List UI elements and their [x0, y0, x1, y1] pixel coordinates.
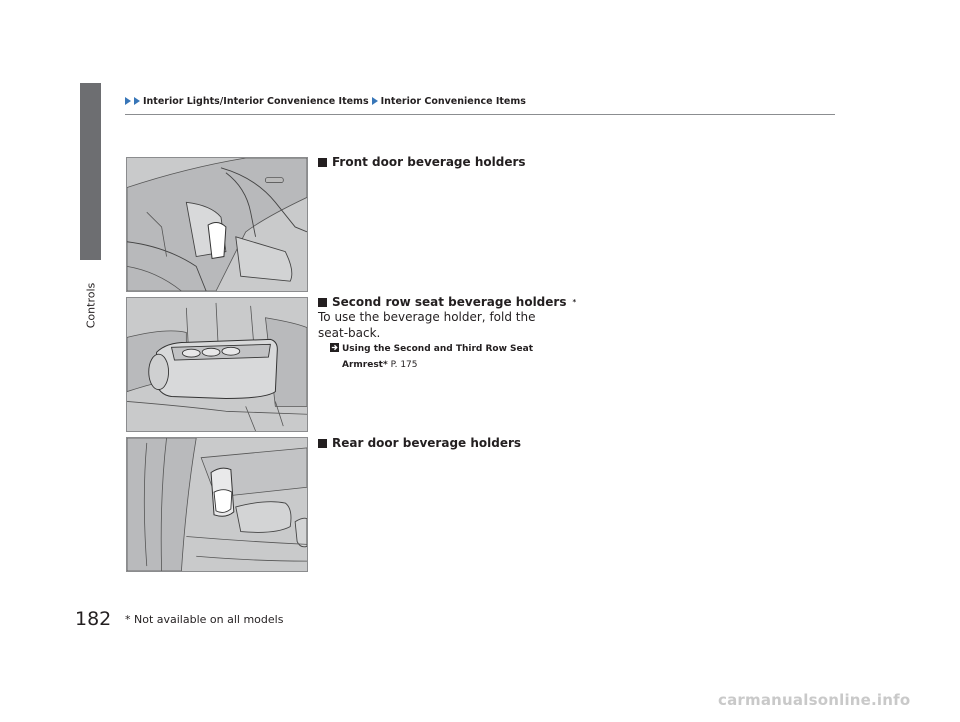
breadcrumb — [125, 94, 526, 108]
reference-title-line1[interactable]: Using the Second and Third Row Seat — [342, 344, 533, 354]
cross-reference[interactable] — [330, 341, 560, 373]
bullet-square-icon — [318, 158, 327, 167]
section-heading-front-door: Front door beverage holders — [318, 155, 526, 169]
front-door-holder-drawing — [127, 158, 307, 291]
bullet-square-icon — [318, 439, 327, 448]
rear-door-holder-illustration — [126, 437, 308, 572]
reference-title-line2[interactable]: Armrest — [342, 360, 383, 370]
bullet-square-icon — [318, 298, 327, 307]
section-heading-rear-door: Rear door beverage holders — [318, 436, 521, 450]
breadcrumb-arrow-icon — [372, 97, 378, 105]
reference-asterisk: * — [382, 360, 388, 370]
second-row-holder-illustration — [126, 297, 308, 432]
second-row-holder-drawing — [127, 298, 307, 431]
breadcrumb-item-2[interactable]: Interior Convenience Items — [380, 95, 526, 107]
front-door-holder-illustration — [126, 157, 308, 292]
watermark: carmanualsonline.info — [718, 691, 911, 709]
breadcrumb-arrow-icon — [125, 97, 131, 105]
chapter-label: Controls — [84, 282, 98, 328]
breadcrumb-arrow-icon — [134, 97, 140, 105]
page-number: 182 — [75, 608, 112, 630]
breadcrumb-item-1[interactable]: Interior Lights/Interior Convenience Items — [143, 95, 369, 107]
footnote: * Not available on all models — [125, 613, 284, 626]
reference-page[interactable]: P. 175 — [390, 360, 418, 370]
reference-arrow-icon — [330, 343, 339, 352]
second-row-instructions: To use the beverage holder, fold the seat-back. — [318, 310, 536, 340]
header-divider — [125, 114, 835, 115]
chapter-tab — [80, 83, 101, 260]
rear-door-holder-drawing — [127, 438, 307, 571]
section-heading-second-row: Second row seat beverage holders * — [318, 295, 576, 309]
